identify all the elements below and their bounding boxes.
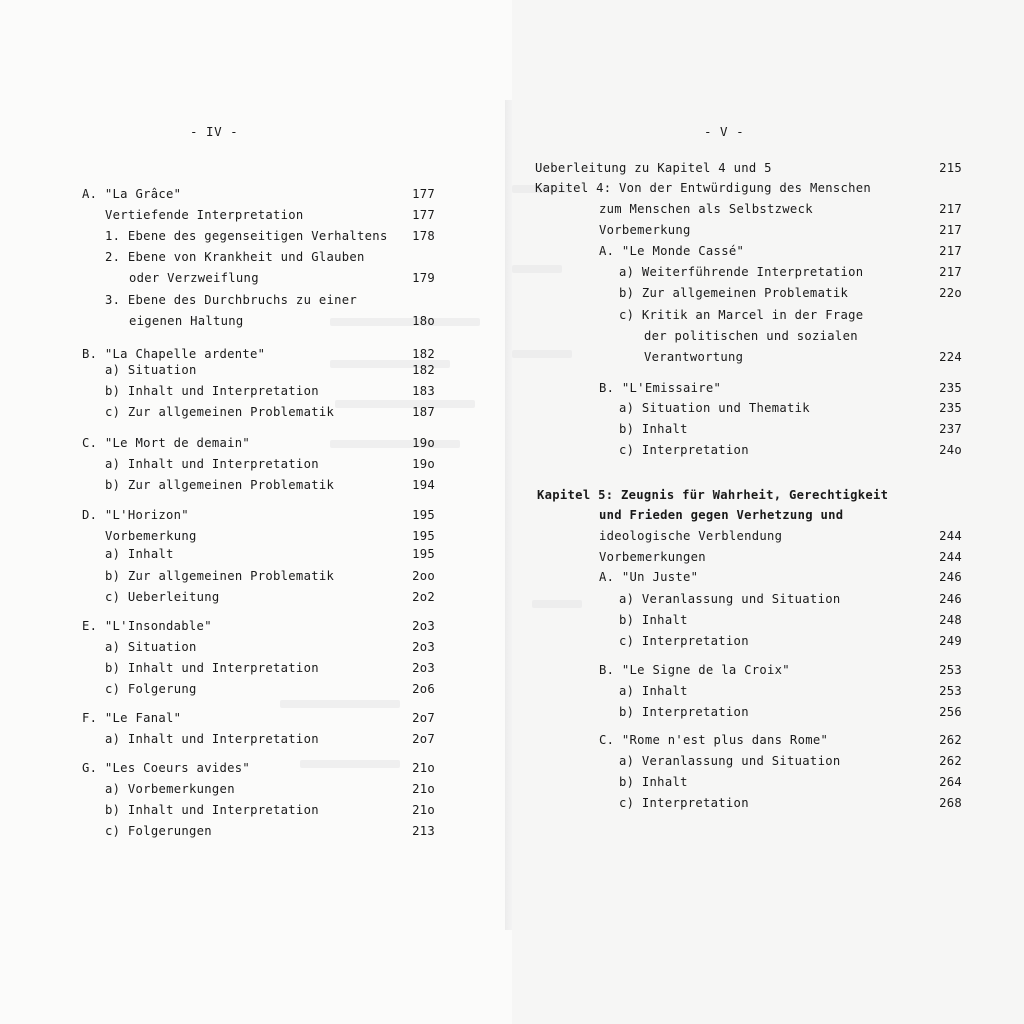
- toc-entry: [105, 566, 435, 586]
- toc-entry-title: E. "L'Insondable": [82, 619, 212, 633]
- toc-entry: [599, 526, 962, 546]
- toc-entry-page: 2o3: [412, 640, 435, 654]
- toc-entry-title: der politischen und sozialen: [644, 329, 858, 343]
- toc-entry-title: a) Situation und Thematik: [619, 401, 810, 415]
- toc-entry-title: c) Interpretation: [619, 796, 749, 810]
- toc-entry-page: 2o2: [412, 590, 435, 604]
- toc-entry-page: 19o: [412, 457, 435, 471]
- toc-entry: [535, 178, 962, 198]
- toc-entry-page: 179: [412, 271, 435, 285]
- toc-entry-title: Ueberleitung zu Kapitel 4 und 5: [535, 161, 772, 175]
- toc-entry: [619, 589, 962, 609]
- toc-entry-page: 2o3: [412, 619, 435, 633]
- toc-entry-page: 235: [939, 401, 962, 415]
- toc-entry: [644, 347, 962, 367]
- toc-entry-title: und Frieden gegen Verhetzung und: [599, 508, 844, 522]
- toc-entry-page: 217: [939, 223, 962, 237]
- toc-entry-page: 183: [412, 384, 435, 398]
- toc-entry-title: Vertiefende Interpretation: [105, 208, 304, 222]
- toc-entry-title: b) Inhalt: [619, 613, 688, 627]
- toc-entry-page: 194: [412, 478, 435, 492]
- toc-entry-title: c) Interpretation: [619, 634, 749, 648]
- toc-entry-title: Vorbemerkung: [105, 529, 197, 543]
- toc-entry-title: b) Interpretation: [619, 705, 749, 719]
- toc-entry-page: 178: [412, 229, 435, 243]
- toc-entry-page: 215: [939, 161, 962, 175]
- toc-entry-page: 235: [939, 381, 962, 395]
- toc-entry-title: a) Veranlassung und Situation: [619, 754, 841, 768]
- toc-entry: [129, 311, 435, 331]
- toc-entry-page: 256: [939, 705, 962, 719]
- toc-entry-page: 213: [412, 824, 435, 838]
- toc-entry: [619, 305, 962, 325]
- page-number: - V -: [704, 124, 745, 139]
- toc-entry-page: 224: [939, 350, 962, 364]
- toc-entry-title: b) Inhalt und Interpretation: [105, 661, 319, 675]
- toc-entry-page: 182: [412, 347, 435, 361]
- toc-entry: [599, 378, 962, 398]
- toc-entry-title: B. "La Chapelle ardente": [82, 347, 266, 361]
- toc-entry: [105, 526, 435, 546]
- toc-entry: [105, 247, 435, 267]
- toc-entry-page: 177: [412, 208, 435, 222]
- toc-entry-page: 182: [412, 363, 435, 377]
- toc-entry: [105, 360, 435, 380]
- toc-entry-page: 246: [939, 570, 962, 584]
- toc-entry-title: 2. Ebene von Krankheit und Glauben: [105, 250, 365, 264]
- toc-entry: [599, 567, 962, 587]
- toc-entry: [105, 729, 435, 749]
- toc-entry: [129, 268, 435, 288]
- toc-entry: [105, 544, 435, 564]
- right-page: [512, 0, 1024, 1024]
- toc-entry-title: Vorbemerkung: [599, 223, 691, 237]
- toc-entry: [619, 262, 962, 282]
- toc-entry-page: 195: [412, 547, 435, 561]
- toc-entry: [105, 402, 435, 422]
- toc-entry-page: 253: [939, 684, 962, 698]
- toc-entry: [105, 587, 435, 607]
- toc-entry-title: b) Inhalt: [619, 422, 688, 436]
- toc-entry-title: b) Inhalt: [619, 775, 688, 789]
- toc-entry-title: a) Inhalt: [105, 547, 174, 561]
- toc-entry: [105, 454, 435, 474]
- toc-entry-page: 217: [939, 202, 962, 216]
- toc-entry-title: A. "Un Juste": [599, 570, 699, 584]
- toc-entry-page: 246: [939, 592, 962, 606]
- toc-entry: [599, 660, 962, 680]
- toc-entry-page: 2o3: [412, 661, 435, 675]
- toc-entry-title: a) Inhalt: [619, 684, 688, 698]
- toc-entry-page: 21o: [412, 803, 435, 817]
- toc-entry: [599, 505, 962, 525]
- toc-entry-title: zum Menschen als Selbstzweck: [599, 202, 813, 216]
- toc-entry-title: ideologische Verblendung: [599, 529, 783, 543]
- toc-entry: [105, 290, 435, 310]
- toc-entry: [82, 433, 435, 453]
- toc-entry: [105, 381, 435, 401]
- toc-entry-page: 217: [939, 265, 962, 279]
- toc-entry-page: 2oo: [412, 569, 435, 583]
- toc-entry: [599, 220, 962, 240]
- toc-entry-title: A. "Le Monde Cassé": [599, 244, 745, 258]
- toc-entry: [599, 547, 962, 567]
- toc-entry-page: 187: [412, 405, 435, 419]
- toc-entry: [82, 616, 435, 636]
- toc-entry-page: 18o: [412, 314, 435, 328]
- toc-entry-title: B. "Le Signe de la Croix": [599, 663, 790, 677]
- toc-entry-title: Kapitel 5: Zeugnis für Wahrheit, Gerechtigkeit: [537, 488, 889, 502]
- toc-entry-title: b) Zur allgemeinen Problematik: [105, 478, 335, 492]
- toc-entry-page: 2o7: [412, 732, 435, 746]
- toc-entry: [105, 821, 435, 841]
- toc-entry-page: 244: [939, 550, 962, 564]
- toc-entry-title: a) Vorbemerkungen: [105, 782, 235, 796]
- toc-entry-page: 22o: [939, 286, 962, 300]
- toc-entry-title: Vorbemerkungen: [599, 550, 706, 564]
- toc-entry: [599, 241, 962, 261]
- toc-entry-title: c) Folgerungen: [105, 824, 212, 838]
- toc-entry-title: Verantwortung: [644, 350, 744, 364]
- toc-entry: [535, 158, 962, 178]
- toc-entry-title: a) Weiterführende Interpretation: [619, 265, 864, 279]
- toc-entry: [619, 681, 962, 701]
- toc-entry-page: 217: [939, 244, 962, 258]
- toc-entry-page: 2o7: [412, 711, 435, 725]
- toc-entry-title: G. "Les Coeurs avides": [82, 761, 251, 775]
- toc-entry: [105, 226, 435, 246]
- toc-entry-page: 24o: [939, 443, 962, 457]
- toc-entry: [82, 708, 435, 728]
- toc-entry: [619, 398, 962, 418]
- toc-entry-page: 19o: [412, 436, 435, 450]
- toc-entry-title: eigenen Haltung: [129, 314, 244, 328]
- toc-entry: [82, 184, 435, 204]
- toc-entry: [619, 631, 962, 651]
- toc-entry: [619, 419, 962, 439]
- toc-entry: [105, 679, 435, 699]
- toc-entry-title: b) Inhalt und Interpretation: [105, 803, 319, 817]
- toc-entry: [619, 793, 962, 813]
- toc-entry-page: 248: [939, 613, 962, 627]
- toc-entry-title: b) Inhalt und Interpretation: [105, 384, 319, 398]
- toc-entry-title: a) Situation: [105, 640, 197, 654]
- toc-entry-title: a) Inhalt und Interpretation: [105, 457, 319, 471]
- toc-entry-page: 268: [939, 796, 962, 810]
- toc-entry-title: oder Verzweiflung: [129, 271, 259, 285]
- toc-entry-page: 249: [939, 634, 962, 648]
- toc-entry-page: 264: [939, 775, 962, 789]
- toc-entry: [105, 205, 435, 225]
- page-number: - IV -: [190, 124, 239, 139]
- toc-entry-page: 253: [939, 663, 962, 677]
- toc-entry-title: 3. Ebene des Durchbruchs zu einer: [105, 293, 358, 307]
- toc-entry-title: a) Situation: [105, 363, 197, 377]
- toc-entry-title: D. "L'Horizon": [82, 508, 189, 522]
- toc-entry-title: a) Veranlassung und Situation: [619, 592, 841, 606]
- toc-entry-page: 237: [939, 422, 962, 436]
- toc-entry: [619, 283, 962, 303]
- toc-entry-title: b) Zur allgemeinen Problematik: [619, 286, 849, 300]
- toc-entry-page: 195: [412, 529, 435, 543]
- toc-entry-title: c) Kritik an Marcel in der Frage: [619, 308, 864, 322]
- toc-entry-page: 262: [939, 754, 962, 768]
- toc-entry-title: c) Zur allgemeinen Problematik: [105, 405, 335, 419]
- toc-entry-title: B. "L'Emissaire": [599, 381, 722, 395]
- toc-entry: [105, 637, 435, 657]
- toc-entry-page: 21o: [412, 782, 435, 796]
- toc-entry: [105, 475, 435, 495]
- toc-entry-title: Kapitel 4: Von der Entwürdigung des Menschen: [535, 181, 872, 195]
- toc-entry: [82, 758, 435, 778]
- toc-entry: [537, 485, 962, 505]
- toc-entry-title: F. "Le Fanal": [82, 711, 182, 725]
- toc-entry: [105, 779, 435, 799]
- toc-entry: [82, 505, 435, 525]
- toc-entry: [619, 751, 962, 771]
- toc-entry: [619, 610, 962, 630]
- toc-entry: [619, 772, 962, 792]
- toc-entry-title: A. "La Grâce": [82, 187, 182, 201]
- toc-entry: [619, 440, 962, 460]
- toc-entry-page: 262: [939, 733, 962, 747]
- toc-entry: [599, 730, 962, 750]
- toc-entry: [619, 702, 962, 722]
- toc-entry-title: c) Ueberleitung: [105, 590, 220, 604]
- toc-entry: [644, 326, 962, 346]
- toc-entry-title: c) Folgerung: [105, 682, 197, 696]
- toc-entry-page: 177: [412, 187, 435, 201]
- toc-entry-title: b) Zur allgemeinen Problematik: [105, 569, 335, 583]
- toc-entry-page: 21o: [412, 761, 435, 775]
- toc-entry: [599, 199, 962, 219]
- toc-entry-title: c) Interpretation: [619, 443, 749, 457]
- toc-entry-page: 195: [412, 508, 435, 522]
- toc-entry-title: C. "Le Mort de demain": [82, 436, 251, 450]
- toc-entry: [105, 658, 435, 678]
- toc-entry-page: 2o6: [412, 682, 435, 696]
- toc-entry: [105, 800, 435, 820]
- toc-entry-page: 244: [939, 529, 962, 543]
- toc-entry-title: C. "Rome n'est plus dans Rome": [599, 733, 829, 747]
- toc-entry-title: 1. Ebene des gegenseitigen Verhaltens: [105, 229, 388, 243]
- toc-entry-title: a) Inhalt und Interpretation: [105, 732, 319, 746]
